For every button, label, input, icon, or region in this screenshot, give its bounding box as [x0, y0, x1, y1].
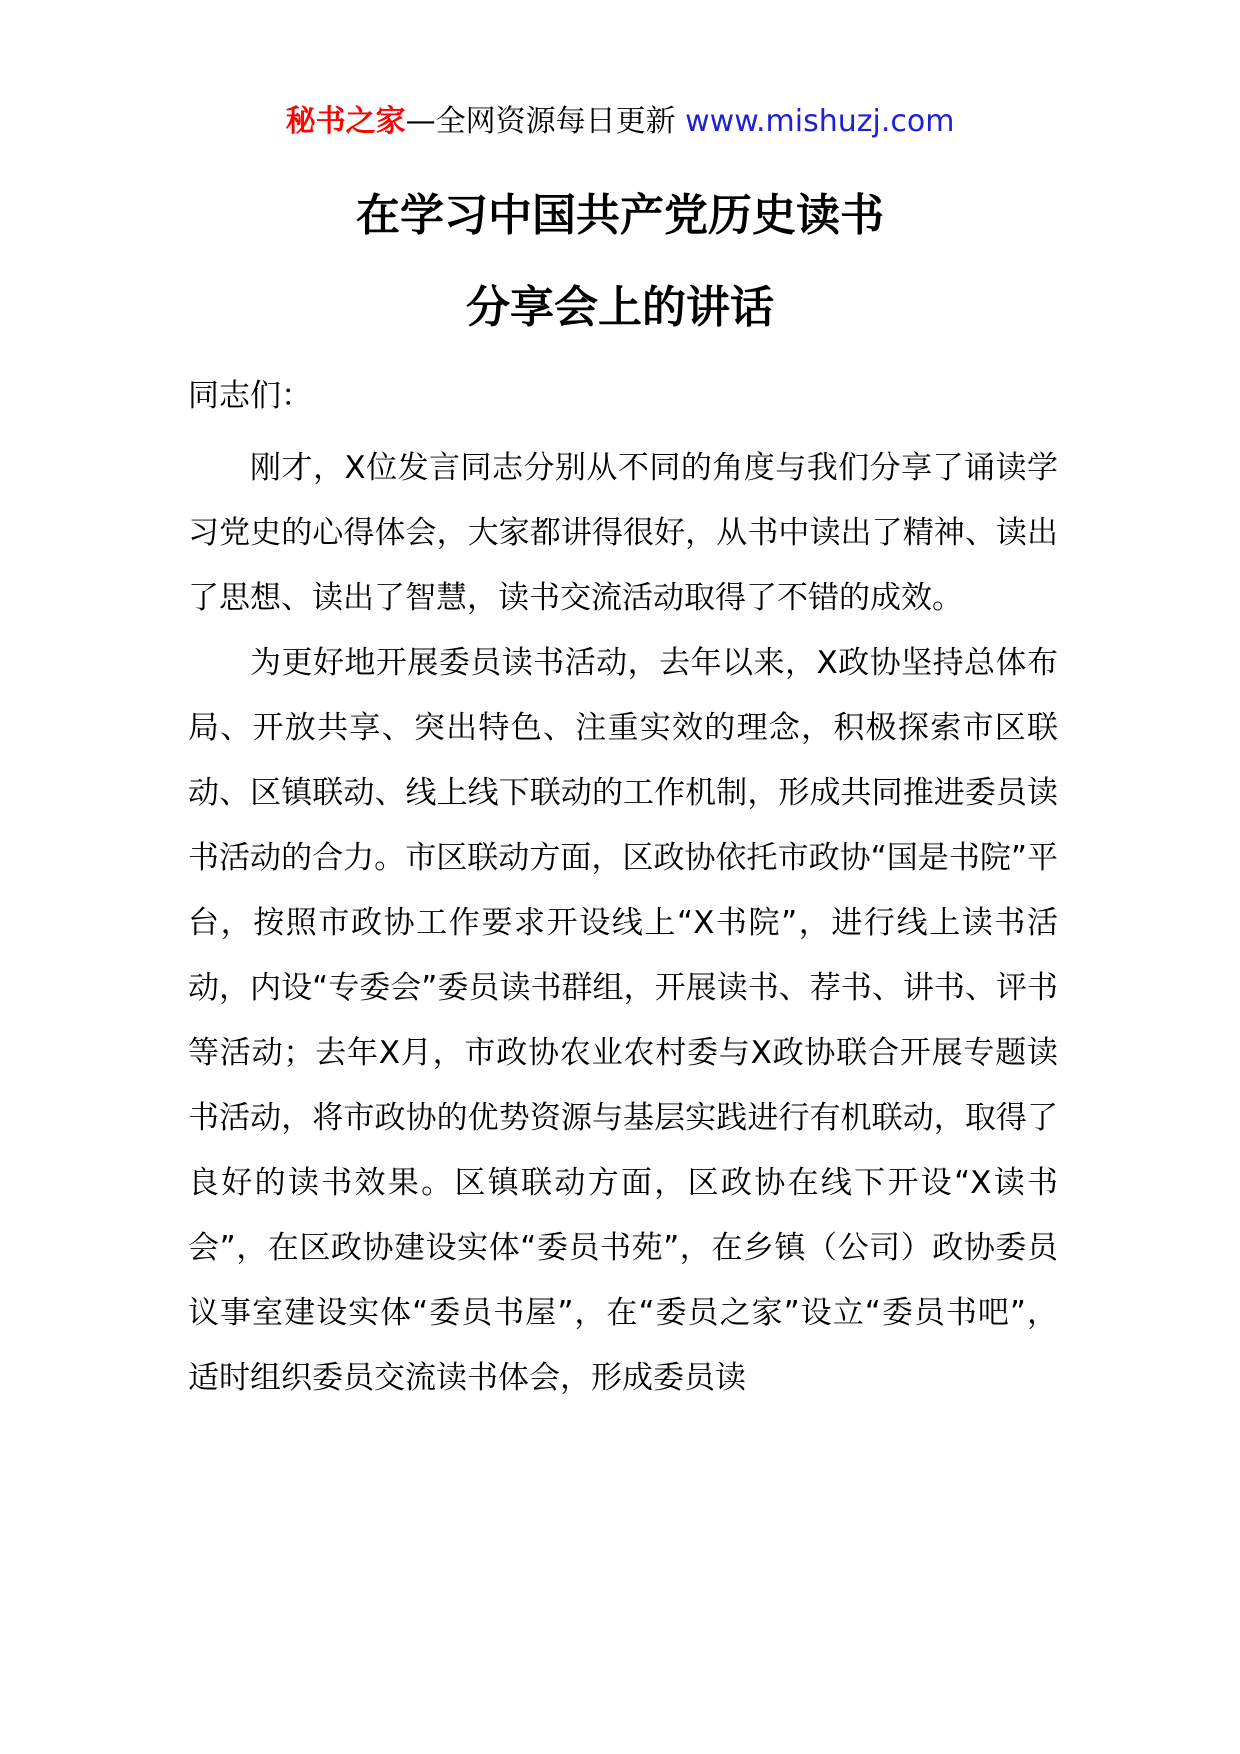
header-tagline: —全网资源每日更新 [405, 104, 676, 139]
paragraph-2: 为更好地开展委员读书活动，去年以来，X政协坚持总体布局、开放共享、突出特色、注重实效的理念，积极探索市区联动、区镇联动、线上线下联动的工作机制，形成共同推进委员读书活动的合力。市区联动方面，区政协依托市政协“国是书院”平台，按照市政协工作要求开设线上“X书院”，进行线上读书活动，内设“专委会”委员读书群组，开展读书、荐书、讲书、评书等活动；去年X月，市政协农业农村委与X政协联合开展专题读书活动，将市政协的优势资源与基层实践进行有机联动，取得了良好的读书效果。区镇联动方面，区政协在线下开设“X读书会”，在区政协建设实体“委员书苑”，在乡镇（公司）政协委员议事室建设实体“委员书屋”，在“委员之家”设立“委员书吧”，适时组织委员交流读书体会，形成委员读 [188, 645, 1058, 1396]
document-title-line-1: 在学习中国共产党历史读书 [356, 190, 884, 241]
salutation: 同志们： [188, 378, 312, 414]
document-body [188, 436, 1058, 1411]
brand-name: 秘书之家 [285, 104, 406, 139]
paragraph-1: 刚才，X位发言同志分别从不同的角度与我们分享了诵读学习党史的心得体会，大家都讲得很好，从书中读出了精神、读出了思想、读出了智慧，读书交流活动取得了不错的成效。 [188, 450, 1058, 616]
site-url-link[interactable]: www.mishuzj.com [685, 104, 955, 139]
site-header [0, 100, 1240, 144]
document-title-line-2: 分享会上的讲话 [466, 282, 774, 333]
